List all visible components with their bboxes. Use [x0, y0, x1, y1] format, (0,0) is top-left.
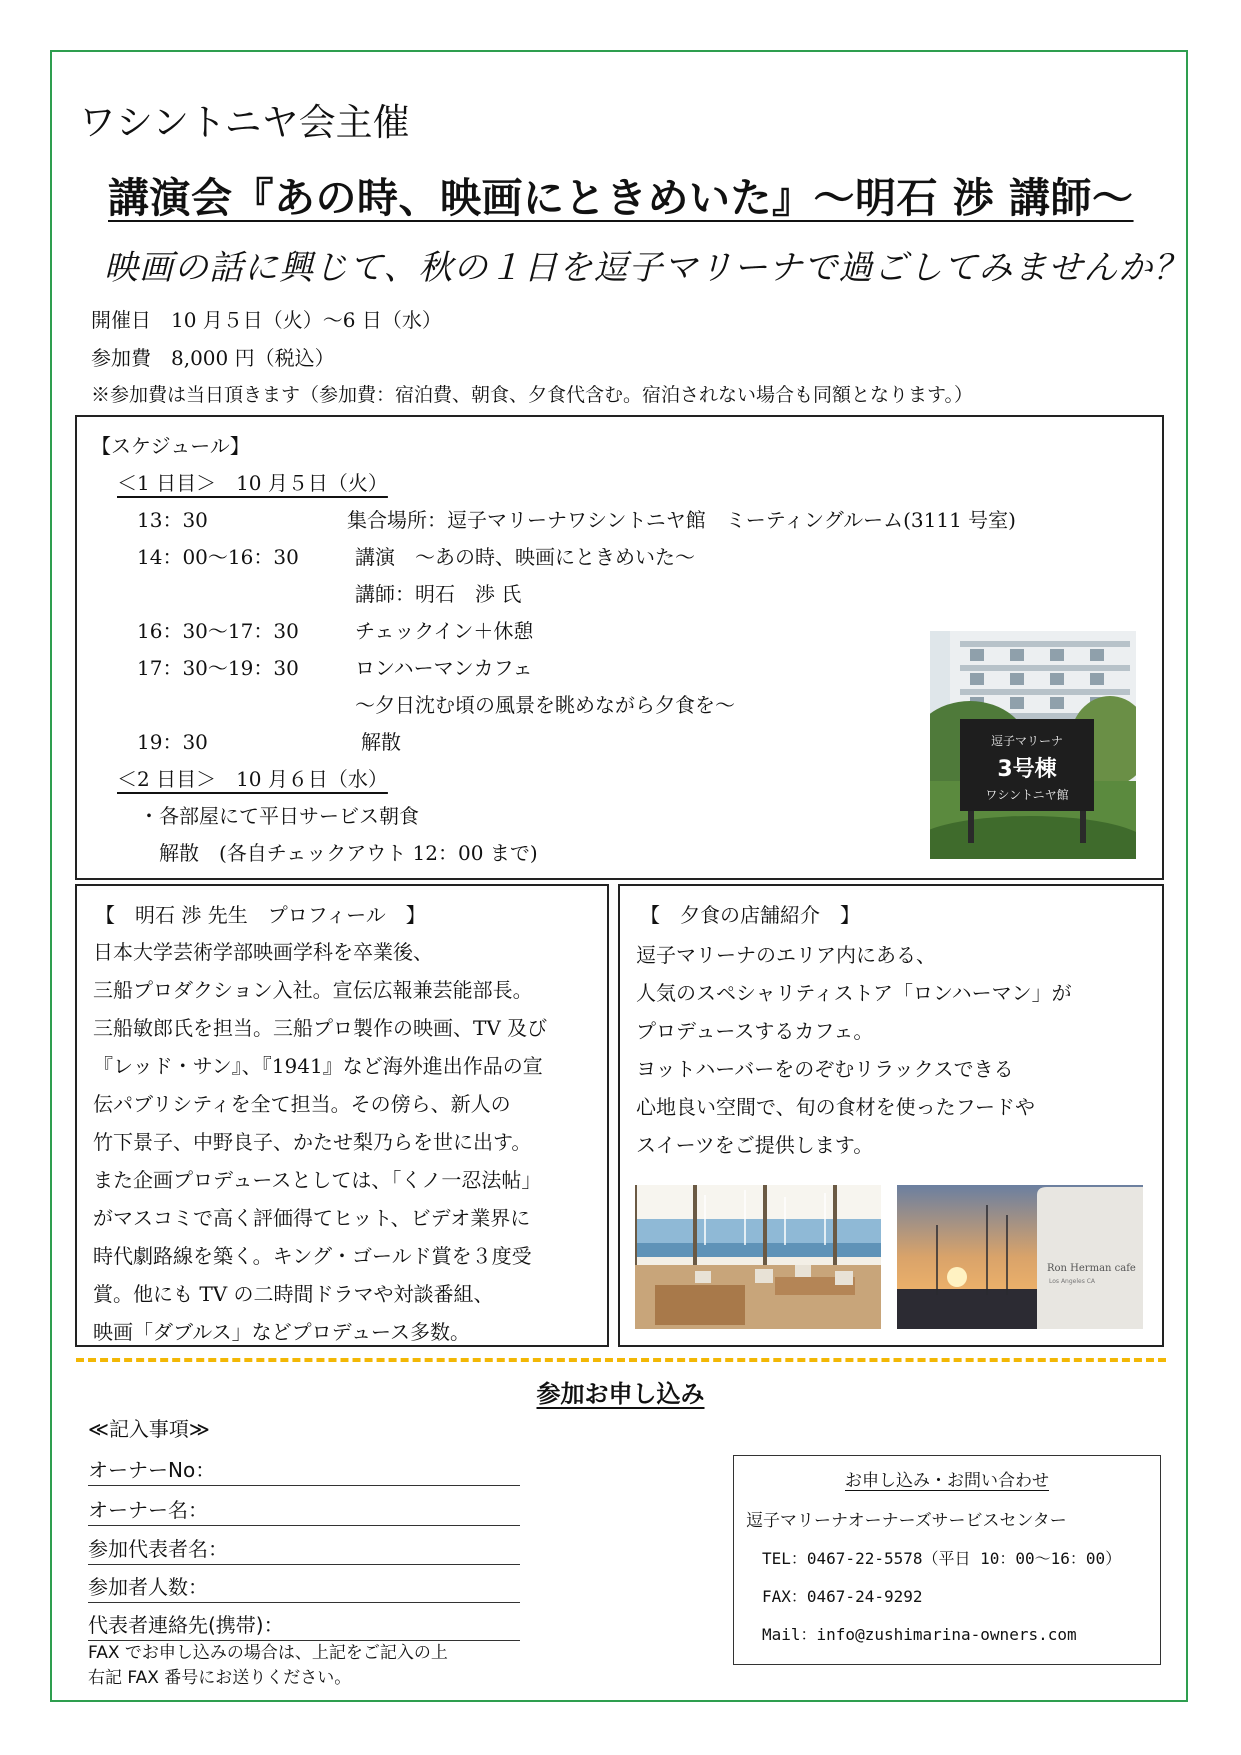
profile-heading: 【 明石 渉 先生 プロフィール 】	[95, 903, 426, 927]
schedule-time: 13：30	[137, 508, 208, 532]
schedule-time: 17：30〜19：30	[137, 656, 299, 680]
profile-box	[75, 884, 609, 1347]
event-subtitle: 映画の話に興じて、秋の１日を逗子マリーナで過ごしてみませんか？	[104, 248, 1189, 288]
contact-mail-link[interactable]: Mail：info@zushimarina-owners.com	[762, 1625, 1077, 1644]
schedule-item: 講演 〜あの時、映画にときめいた〜	[355, 545, 695, 569]
schedule-heading: 【スケジュール】	[91, 434, 250, 458]
schedule-item: 講師：明石 渉 氏	[355, 582, 522, 606]
dinner-box	[618, 884, 1164, 1347]
dinner-line: 逗子マリーナのエリア内にある、	[636, 943, 936, 967]
entry-heading: ≪記入事項≫	[88, 1417, 210, 1441]
day2-line: ・各部屋にて平日サービス朝食	[139, 804, 419, 828]
profile-line: 賞。他にも TV の二時間ドラマや対談番組、	[93, 1282, 494, 1306]
organizer-label: ワシントニヤ会主催	[79, 101, 410, 144]
day2-heading: ＜2 日目＞ 10 月６日（水）	[117, 767, 388, 791]
apply-title: 参加お申し込み	[536, 1380, 705, 1408]
dinner-line: 人気のスペシャリティストア「ロンハーマン」が	[636, 981, 1072, 1005]
contact-fax: FAX：0467-24-9292	[762, 1587, 923, 1606]
cafe-sunset-photo	[897, 1185, 1143, 1329]
profile-line: 日本大学芸術学部映画学科を卒業後、	[93, 940, 433, 964]
cut-line-divider	[76, 1358, 1166, 1362]
schedule-time: 14：00〜16：30	[137, 545, 299, 569]
contact-org: 逗子マリーナオーナーズサービスセンター	[746, 1511, 1067, 1531]
representative-contact-field[interactable]: 代表者連絡先(携帯)：	[88, 1609, 520, 1641]
schedule-item: 〜夕日沈む頃の風景を眺めながら夕食を〜	[355, 693, 735, 717]
schedule-item: ロンハーマンカフェ	[355, 656, 533, 680]
cafe-sign-text: Ron Herman cafe	[1047, 1263, 1136, 1274]
dinner-line: プロデュースするカフェ。	[636, 1019, 874, 1043]
day1-heading: ＜1 日目＞ 10 月５日（火）	[117, 471, 388, 495]
schedule-time: 16：30〜17：30	[137, 619, 299, 643]
schedule-time: 19：30	[137, 730, 208, 754]
fax-note-line: FAX でお申し込みの場合は、上記をご記入の上	[88, 1643, 448, 1663]
building-photo	[930, 631, 1136, 859]
owner-name-field[interactable]: オーナー名：	[88, 1494, 520, 1526]
day2-line: 解散 (各自チェックアウト 12：00 まで)	[159, 841, 538, 865]
event-date: 開催日 10 月５日（火）〜6 日（水）	[91, 308, 442, 332]
contact-box	[733, 1455, 1161, 1665]
schedule-item: 集合場所：逗子マリーナワシントニヤ館 ミーティングルーム(3111 号室)	[347, 508, 1016, 532]
contact-heading: お申し込み・お問い合わせ	[845, 1471, 1049, 1491]
contact-tel: TEL：0467-22-5578（平日 10：00〜16：00）	[762, 1549, 1122, 1568]
dinner-line: スイーツをご提供します。	[636, 1133, 874, 1157]
schedule-item: 解散	[361, 730, 401, 754]
participant-count-field[interactable]: 参加者人数：	[88, 1571, 520, 1603]
profile-line: 映画「ダブルス」などプロデュース多数。	[93, 1320, 470, 1344]
event-fee: 参加費 8,000 円（税込）	[91, 346, 335, 370]
profile-line: 時代劇路線を築く。キング・ゴールド賞を３度受	[93, 1244, 532, 1268]
cafe-sign-subtext: Los Angeles CA	[1049, 1278, 1096, 1285]
fax-note-line: 右記 FAX 番号にお送りください。	[88, 1668, 352, 1688]
fee-note: ※参加費は当日頂きます（参加費：宿泊費、朝食、夕食代含む。宿泊されない場合も同額となります。）	[91, 384, 973, 406]
profile-line: 竹下景子、中野良子、かたせ梨乃らを世に出す。	[93, 1130, 532, 1154]
sign-line: 逗子マリーナ	[990, 734, 1064, 748]
profile-line: 三船敏郎氏を担当。三船プロ製作の映画、TV 及び	[93, 1016, 548, 1040]
profile-line: また企画プロデュースとしては、「くノ一忍法帖」	[93, 1168, 542, 1192]
owner-number-field[interactable]: オーナーNo：	[88, 1454, 520, 1486]
profile-line: がマスコミで高く評価得てヒット、ビデオ業界に	[93, 1206, 531, 1230]
representative-name-field[interactable]: 参加代表者名：	[88, 1533, 520, 1565]
profile-line: 三船プロダクション入社。宣伝広報兼芸能部長。	[93, 978, 533, 1002]
schedule-item: チェックイン＋休憩	[355, 619, 534, 643]
dinner-heading: 【 夕食の店舗紹介 】	[640, 903, 860, 927]
dinner-line: ヨットハーバーをのぞむリラックスできる	[636, 1057, 1014, 1081]
cafe-interior-photo	[635, 1185, 881, 1329]
schedule-box	[75, 415, 1164, 880]
profile-line: 伝パブリシティを全て担当。その傍ら、新人の	[93, 1092, 511, 1116]
dinner-line: 心地良い空間で、旬の食材を使ったフードや	[636, 1095, 1035, 1119]
sign-line: ワシントニヤ館	[985, 788, 1069, 802]
profile-line: 『レッド・サン』、『1941』など海外進出作品の宣	[93, 1054, 543, 1078]
event-title: 講演会『あの時、映画にときめいた』〜明石 渉 講師〜	[108, 174, 1134, 222]
sign-line: 3号棟	[997, 757, 1057, 782]
